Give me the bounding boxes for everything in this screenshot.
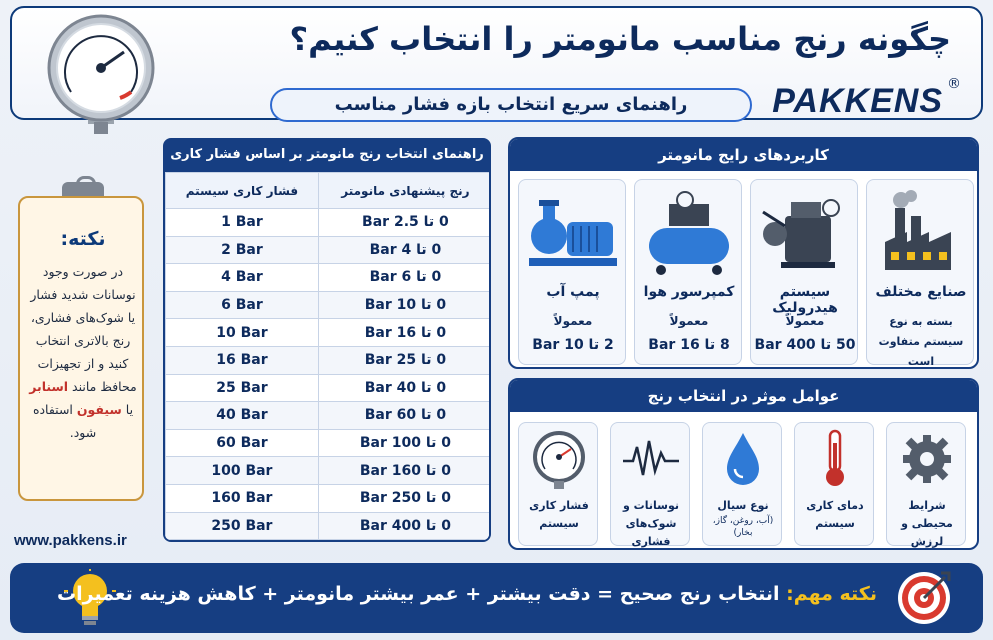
range-table-panel [163,138,491,548]
factory-icon [871,186,971,282]
cell-system-pressure: 25 Bar [166,374,319,402]
table-row [166,236,492,264]
note-body [28,260,138,444]
factor-card-temperature [794,422,874,546]
app-card-hydraulic [750,179,858,365]
pulse-icon [621,427,681,491]
cell-system-pressure: 16 Bar [166,346,319,374]
table-row [166,457,492,485]
cell-recommended-range: 0 تا 400 Bar [318,512,491,540]
cell-system-pressure: 60 Bar [166,429,319,457]
note-connector: یا [121,402,134,417]
cell-recommended-range: 0 تا 100 Bar [318,429,491,457]
table-row [166,374,492,402]
table-title: راهنمای انتخاب رنج مانومتر بر اساس فشار کاری [163,138,491,172]
cell-recommended-range: 0 تا 40 Bar [318,374,491,402]
table-row [166,346,492,374]
pump-icon [523,186,623,282]
cell-system-pressure: 4 Bar [166,264,319,292]
footer-tip [57,583,877,605]
note-title: نکته: [60,228,106,250]
factor-card-pressure [518,422,598,546]
range-table [165,172,491,540]
table-row [166,209,492,237]
cell-recommended-range: 0 تا 25 Bar [318,346,491,374]
compressor-icon [639,186,739,282]
table-row [166,402,492,430]
factor-fluid-name: نوع سیال [717,499,769,512]
factor-label-fluid [703,497,783,539]
pressure-gauge-icon [26,12,176,136]
page-subtitle: راهنمای سریع انتخاب بازه فشار مناسب [270,88,752,122]
cell-recommended-range: 0 تا 16 Bar [318,319,491,347]
app-name-hydraulic: سیستم هیدرولیک [772,284,838,316]
cell-system-pressure: 160 Bar [166,484,319,512]
factor-label-pressure: فشار کاری سیستم [529,499,589,530]
footer-banner [10,563,983,633]
table-row [166,429,492,457]
cell-system-pressure: 100 Bar [166,457,319,485]
cell-system-pressure: 250 Bar [166,512,319,540]
table-row [166,319,492,347]
app-name-pump: پمپ آب [546,284,600,300]
brand-logo: PAKKENS [772,82,943,120]
footer-key: نکته مهم: [786,583,877,605]
cell-recommended-range: 0 تا 160 Bar [318,457,491,485]
registered-mark: ® [947,76,961,92]
table-body [166,209,492,540]
cell-system-pressure: 10 Bar [166,319,319,347]
water-drop-icon [713,427,773,491]
app-range-pump: 2 تا 10 Bar [532,337,614,353]
table-header-row [166,173,492,209]
note-card [18,196,144,501]
factor-card-fluctuation [610,422,690,546]
app-card-compressor [634,179,742,365]
table-wrapper [163,172,491,542]
gear-icon [897,427,957,491]
col-header-system: فشار کاری سیستم [166,173,319,209]
factor-fluid-note: (آب، روغن، گاز، بخار) [712,516,774,538]
factors-panel [508,378,979,550]
table-row [166,264,492,292]
cell-system-pressure: 40 Bar [166,402,319,430]
cell-recommended-range: 0 تا 6 Bar [318,264,491,292]
cell-recommended-range: 0 تا 10 Bar [318,291,491,319]
table-row [166,291,492,319]
cell-recommended-range: 0 تا 2.5 Bar [318,209,491,237]
applications-title: کاربردهای رایج مانومتر [510,139,977,171]
cell-recommended-range: 0 تا 250 Bar [318,484,491,512]
hydraulic-icon [755,186,855,282]
website-link[interactable]: www.pakkens.ir [14,532,127,549]
factor-label-temperature: دمای کاری سیستم [806,499,864,530]
factor-label-fluctuation: نوسانات و شوک‌های فشاری [623,499,679,548]
factor-label-environment: شرایط محیطی و لرزش [901,499,953,548]
app-sub-pump: معمولاً [553,314,593,328]
cell-recommended-range: 0 تا 4 Bar [318,236,491,264]
app-desc-industries: بسته به نوع سیستم متفاوت است [878,315,964,368]
thermometer-icon [805,427,865,491]
cell-system-pressure: 1 Bar [166,209,319,237]
app-sub-compressor: معمولاً [669,314,709,328]
header-banner [10,6,983,120]
footer-text: انتخاب رنج صحیح = دقت بیشتر + عمر بیشتر مانومتر + کاهش هزینه تعمیرات [57,583,787,605]
note-highlight-snubber: اسنابر [29,379,69,394]
cell-system-pressure: 2 Bar [166,236,319,264]
app-range-compressor: 8 تا 16 Bar [648,337,730,353]
app-sub-hydraulic: معمولاً [785,314,825,328]
factor-card-fluid [702,422,782,546]
target-icon [895,569,953,627]
table-row [166,512,492,540]
cell-recommended-range: 0 تا 60 Bar [318,402,491,430]
page-title: چگونه رنج مناسب مانومتر را انتخاب کنیم؟ [289,20,951,58]
app-name-compressor: کمپرسور هوا [643,284,735,300]
gauge-icon [529,427,589,491]
app-card-industries [866,179,974,368]
factor-card-environment [886,422,966,546]
applications-panel [508,137,979,369]
factors-title: عوامل موثر در انتخاب رنج [510,380,977,412]
app-card-pump [518,179,626,365]
note-text-2: استفاده شود. [32,402,97,440]
cell-system-pressure: 6 Bar [166,291,319,319]
table-row [166,484,492,512]
note-text-1: در صورت وجود نوسانات شدید فشار یا شوک‌های فشاری، رنج بالاتری انتخاب کنید و از تجهیزات محافظ مانند [30,264,137,394]
col-header-range: رنج پیشنهادی مانومتر [318,173,491,209]
app-name-industries: صنایع مختلف [875,284,967,300]
app-range-hydraulic: 50 تا 400 Bar [754,337,856,353]
note-highlight-siphon: سیفون [76,402,122,417]
